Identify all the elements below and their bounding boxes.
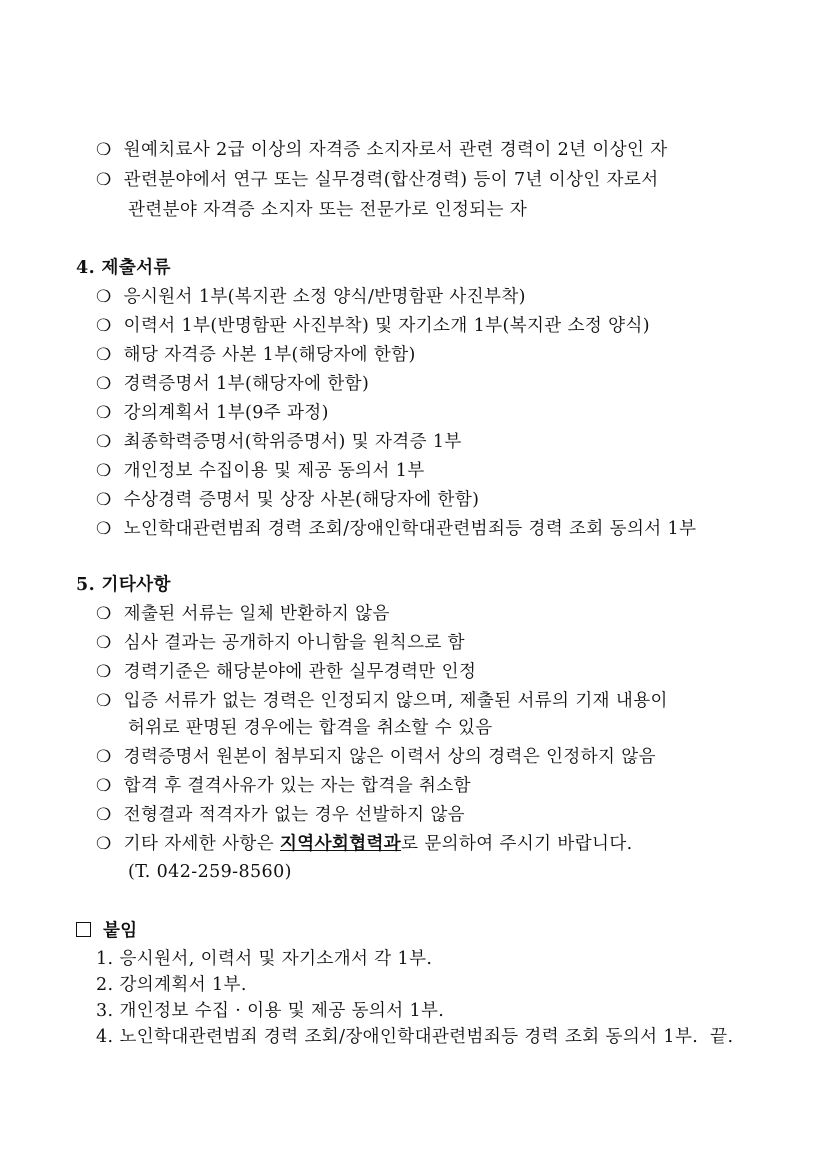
circle-bullet-icon: ❍: [96, 287, 112, 307]
notice-item-text: 경력증명서 원본이 첨부되지 않은 이력서 상의 경력은 인정하지 않음: [123, 747, 656, 767]
qualification-text: 원예치료사 2급 이상의 자격증 소지자로서 관련 경력이 2년 이상인 자: [123, 140, 668, 160]
document-item: [96, 314, 650, 338]
document-item: [96, 343, 416, 367]
attachment-text: 노인학대관련범죄 경력 조회/장애인학대관련범죄등 경력 조회 동의서 1부. 끝.: [119, 1027, 734, 1047]
qualification-text: 관련분야에서 연구 또는 실무경력(합산경력) 등이 7년 이상인 자로서: [123, 170, 659, 190]
contact-item: [96, 832, 633, 856]
contact-department: 지역사회협력과: [279, 834, 402, 854]
document-item: [96, 372, 369, 396]
circle-bullet-icon: ❍: [96, 170, 112, 190]
document-item: [96, 285, 526, 309]
circle-bullet-icon: ❍: [96, 805, 112, 825]
document-item-text: 이력서 1부(반명함판 사진부착) 및 자기소개 1부(복지관 소정 양식): [123, 316, 650, 336]
circle-bullet-icon: ❍: [96, 834, 112, 854]
notice-item: [96, 660, 476, 684]
circle-bullet-icon: ❍: [96, 691, 112, 711]
notice-item: [96, 803, 465, 827]
attachment-item: [96, 999, 444, 1023]
circle-bullet-icon: ❍: [96, 604, 112, 624]
document-item-text: 노인학대관련범죄 경력 조회/장애인학대관련범죄등 경력 조회 동의서 1부: [123, 519, 697, 539]
contact-phone: (T. 042-259-8560): [128, 862, 292, 882]
attachment-text: 개인정보 수집 · 이용 및 제공 동의서 1부.: [119, 1001, 445, 1021]
notice-item: [96, 745, 656, 769]
document-item-text: 최종학력증명서(학위증명서) 및 자격증 1부: [123, 432, 462, 452]
circle-bullet-icon: ❍: [96, 461, 112, 481]
attachment-number: 1.: [96, 949, 114, 969]
notice-item-text: 경력기준은 해당분야에 관한 실무경력만 인정: [123, 662, 477, 682]
contact-text-before: 기타 자세한 사항은: [123, 834, 280, 854]
attachments-heading: [76, 919, 138, 943]
document-item: [96, 517, 696, 541]
section-heading-misc: 5. 기타사항: [76, 575, 171, 595]
checkbox-square-icon: [76, 922, 91, 937]
circle-bullet-icon: ❍: [96, 403, 112, 423]
circle-bullet-icon: ❍: [96, 662, 112, 682]
attachment-number: 4.: [96, 1027, 114, 1047]
notice-item-text: 심사 결과는 공개하지 아니함을 원칙으로 함: [123, 633, 465, 653]
notice-item-text: 제출된 서류는 일체 반환하지 않음: [123, 604, 390, 624]
attachment-number: 2.: [96, 975, 114, 995]
notice-item: [96, 602, 390, 626]
qualification-continuation: [128, 198, 527, 222]
circle-bullet-icon: ❍: [96, 490, 112, 510]
attachments-title: 붙임: [103, 921, 138, 941]
qualification-text: 관련분야 자격증 소지자 또는 전문가로 인정되는 자: [128, 200, 528, 220]
attachment-item: [96, 947, 432, 971]
attachment-text: 응시원서, 이력서 및 자기소개서 각 1부.: [119, 949, 433, 969]
notice-item: [96, 631, 465, 655]
attachment-text: 강의계획서 1부.: [119, 975, 247, 995]
qualification-item: [96, 168, 659, 192]
notice-item-text: 전형결과 적격자가 없는 경우 선발하지 않음: [123, 805, 465, 825]
attachment-number: 3.: [96, 1001, 114, 1021]
attachment-item: [96, 973, 247, 997]
circle-bullet-icon: ❍: [96, 140, 112, 160]
document-item-text: 경력증명서 1부(해당자에 한함): [123, 374, 370, 394]
notice-item: [96, 689, 668, 713]
document-item-text: 개인정보 수집이용 및 제공 동의서 1부: [123, 461, 425, 481]
circle-bullet-icon: ❍: [96, 345, 112, 365]
attachment-item: [96, 1025, 733, 1049]
document-item-text: 수상경력 증명서 및 상장 사본(해당자에 한함): [123, 490, 480, 510]
section-heading-documents: 4. 제출서류: [76, 258, 171, 278]
circle-bullet-icon: ❍: [96, 776, 112, 796]
document-item: [96, 488, 479, 512]
circle-bullet-icon: ❍: [96, 432, 112, 452]
document-item-text: 응시원서 1부(복지관 소정 양식/반명함판 사진부착): [123, 287, 526, 307]
notice-item-text: 입증 서류가 없는 경력은 인정되지 않으며, 제출된 서류의 기재 내용이: [123, 691, 668, 711]
qualification-item: [96, 138, 668, 162]
document-item: [96, 401, 329, 425]
notice-continuation: [128, 716, 493, 740]
circle-bullet-icon: ❍: [96, 633, 112, 653]
notice-item-text: 허위로 판명된 경우에는 합격을 취소할 수 있음: [128, 718, 493, 738]
circle-bullet-icon: ❍: [96, 374, 112, 394]
document-item: [96, 430, 462, 454]
circle-bullet-icon: ❍: [96, 519, 112, 539]
notice-item: [96, 774, 471, 798]
contact-text-after: 로 문의하여 주시기 바랍니다.: [401, 834, 633, 854]
document-item-text: 강의계획서 1부(9주 과정): [123, 403, 329, 423]
document-item: [96, 459, 425, 483]
circle-bullet-icon: ❍: [96, 747, 112, 767]
document-item-text: 해당 자격증 사본 1부(해당자에 한함): [123, 345, 416, 365]
circle-bullet-icon: ❍: [96, 316, 112, 336]
notice-item-text: 합격 후 결격사유가 있는 자는 합격을 취소함: [123, 776, 471, 796]
